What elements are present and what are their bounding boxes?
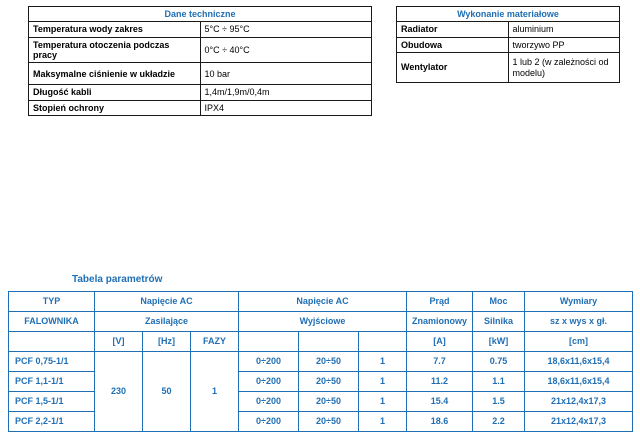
header-output: Wyjściowe <box>239 312 407 332</box>
table-row <box>29 63 372 85</box>
header-motor: Silnika <box>473 312 525 332</box>
parameters-section <box>8 274 632 432</box>
units-output-phases <box>359 332 407 352</box>
row-current: 11.2 <box>407 372 473 392</box>
units-power: [kW] <box>473 332 525 352</box>
row-output-frequency: 20÷50 <box>299 372 359 392</box>
row-power: 1.5 <box>473 392 525 412</box>
row-dimensions: 21x12,4x17,3 <box>525 412 633 432</box>
row-type: PCF 1,5-1/1 <box>9 392 95 412</box>
row-type: PCF 1,1-1/1 <box>9 372 95 392</box>
row-dimensions: 21x12,4x17,3 <box>525 392 633 412</box>
table-row <box>397 53 620 83</box>
tech-row-label: Długość kabli <box>29 85 201 100</box>
material-row-label: Wentylator <box>397 53 509 83</box>
table-row <box>29 7 372 22</box>
tech-row-label: Temperatura otoczenia podczas pracy <box>29 37 201 63</box>
table-row <box>397 7 620 22</box>
header-supply: Zasilające <box>95 312 239 332</box>
header-supply-voltage: Napięcie AC <box>95 292 239 312</box>
supply-voltage-value: 230 <box>95 352 143 432</box>
row-current: 15.4 <box>407 392 473 412</box>
header-output-voltage: Napięcie AC <box>239 292 407 312</box>
row-output-frequency: 20÷50 <box>299 412 359 432</box>
table-row <box>29 22 372 37</box>
row-output-frequency: 20÷50 <box>299 392 359 412</box>
material-row-label: Obudowa <box>397 37 509 52</box>
header-rated: Znamionowy <box>407 312 473 332</box>
header-type: TYP <box>9 292 95 312</box>
units-dimensions: [cm] <box>525 332 633 352</box>
row-type: PCF 0,75-1/1 <box>9 352 95 372</box>
row-output-frequency: 20÷50 <box>299 352 359 372</box>
material-row-value: aluminium <box>508 22 620 37</box>
units-supply-phases: FAZY <box>191 332 239 352</box>
supply-phase-value: 1 <box>191 352 239 432</box>
row-output-voltage: 0÷200 <box>239 412 299 432</box>
material-row-value: 1 lub 2 (w zależności od modelu) <box>508 53 620 83</box>
row-dimensions: 18,6x11,6x15,4 <box>525 372 633 392</box>
table-header-row-1 <box>9 292 633 312</box>
tech-row-value: 1,4m/1,9m/0,4m <box>200 85 372 100</box>
parameters-title: Tabela parametrów <box>72 274 163 285</box>
tech-row-value: IPX4 <box>200 100 372 115</box>
row-output-voltage: 0÷200 <box>239 392 299 412</box>
row-power: 1.1 <box>473 372 525 392</box>
technical-data-title: Dane techniczne <box>29 7 372 22</box>
materials-table <box>396 6 620 83</box>
header-power: Moc <box>473 292 525 312</box>
units-supply-voltage: [V] <box>95 332 143 352</box>
row-current: 18.6 <box>407 412 473 432</box>
row-dimensions: 18,6x11,6x15,4 <box>525 352 633 372</box>
units-output-frequency <box>299 332 359 352</box>
header-inverter: FALOWNIKA <box>9 312 95 332</box>
row-type: PCF 2,2-1/1 <box>9 412 95 432</box>
row-output-phase: 1 <box>359 352 407 372</box>
table-row <box>397 22 620 37</box>
technical-data-table <box>28 6 372 116</box>
parameters-table <box>8 291 633 432</box>
units-supply-frequency: [Hz] <box>143 332 191 352</box>
materials-title: Wykonanie materiałowe <box>397 7 620 22</box>
top-tables-area <box>0 6 640 136</box>
tech-row-value: 0°C ÷ 40°C <box>200 37 372 63</box>
table-row <box>29 37 372 63</box>
table-header-row-2 <box>9 312 633 332</box>
supply-frequency-value: 50 <box>143 352 191 432</box>
table-row <box>29 100 372 115</box>
row-output-phase: 1 <box>359 392 407 412</box>
header-current: Prąd <box>407 292 473 312</box>
header-dimensions: Wymiary <box>525 292 633 312</box>
row-output-voltage: 0÷200 <box>239 372 299 392</box>
tech-row-label: Temperatura wody zakres <box>29 22 201 37</box>
row-output-voltage: 0÷200 <box>239 352 299 372</box>
table-row <box>9 352 633 372</box>
tech-row-label: Stopień ochrony <box>29 100 201 115</box>
tech-row-label: Maksymalne ciśnienie w układzie <box>29 63 201 85</box>
row-current: 7.7 <box>407 352 473 372</box>
row-power: 0.75 <box>473 352 525 372</box>
row-output-phase: 1 <box>359 412 407 432</box>
table-row <box>29 85 372 100</box>
material-row-value: tworzywo PP <box>508 37 620 52</box>
row-power: 2.2 <box>473 412 525 432</box>
row-output-phase: 1 <box>359 372 407 392</box>
units-current: [A] <box>407 332 473 352</box>
header-dims-detail: sz x wys x gł. <box>525 312 633 332</box>
material-row-label: Radiator <box>397 22 509 37</box>
table-row <box>397 37 620 52</box>
tech-row-value: 10 bar <box>200 63 372 85</box>
table-units-row <box>9 332 633 352</box>
units-output-voltage <box>239 332 299 352</box>
tech-row-value: 5°C ÷ 95°C <box>200 22 372 37</box>
units-type <box>9 332 95 352</box>
